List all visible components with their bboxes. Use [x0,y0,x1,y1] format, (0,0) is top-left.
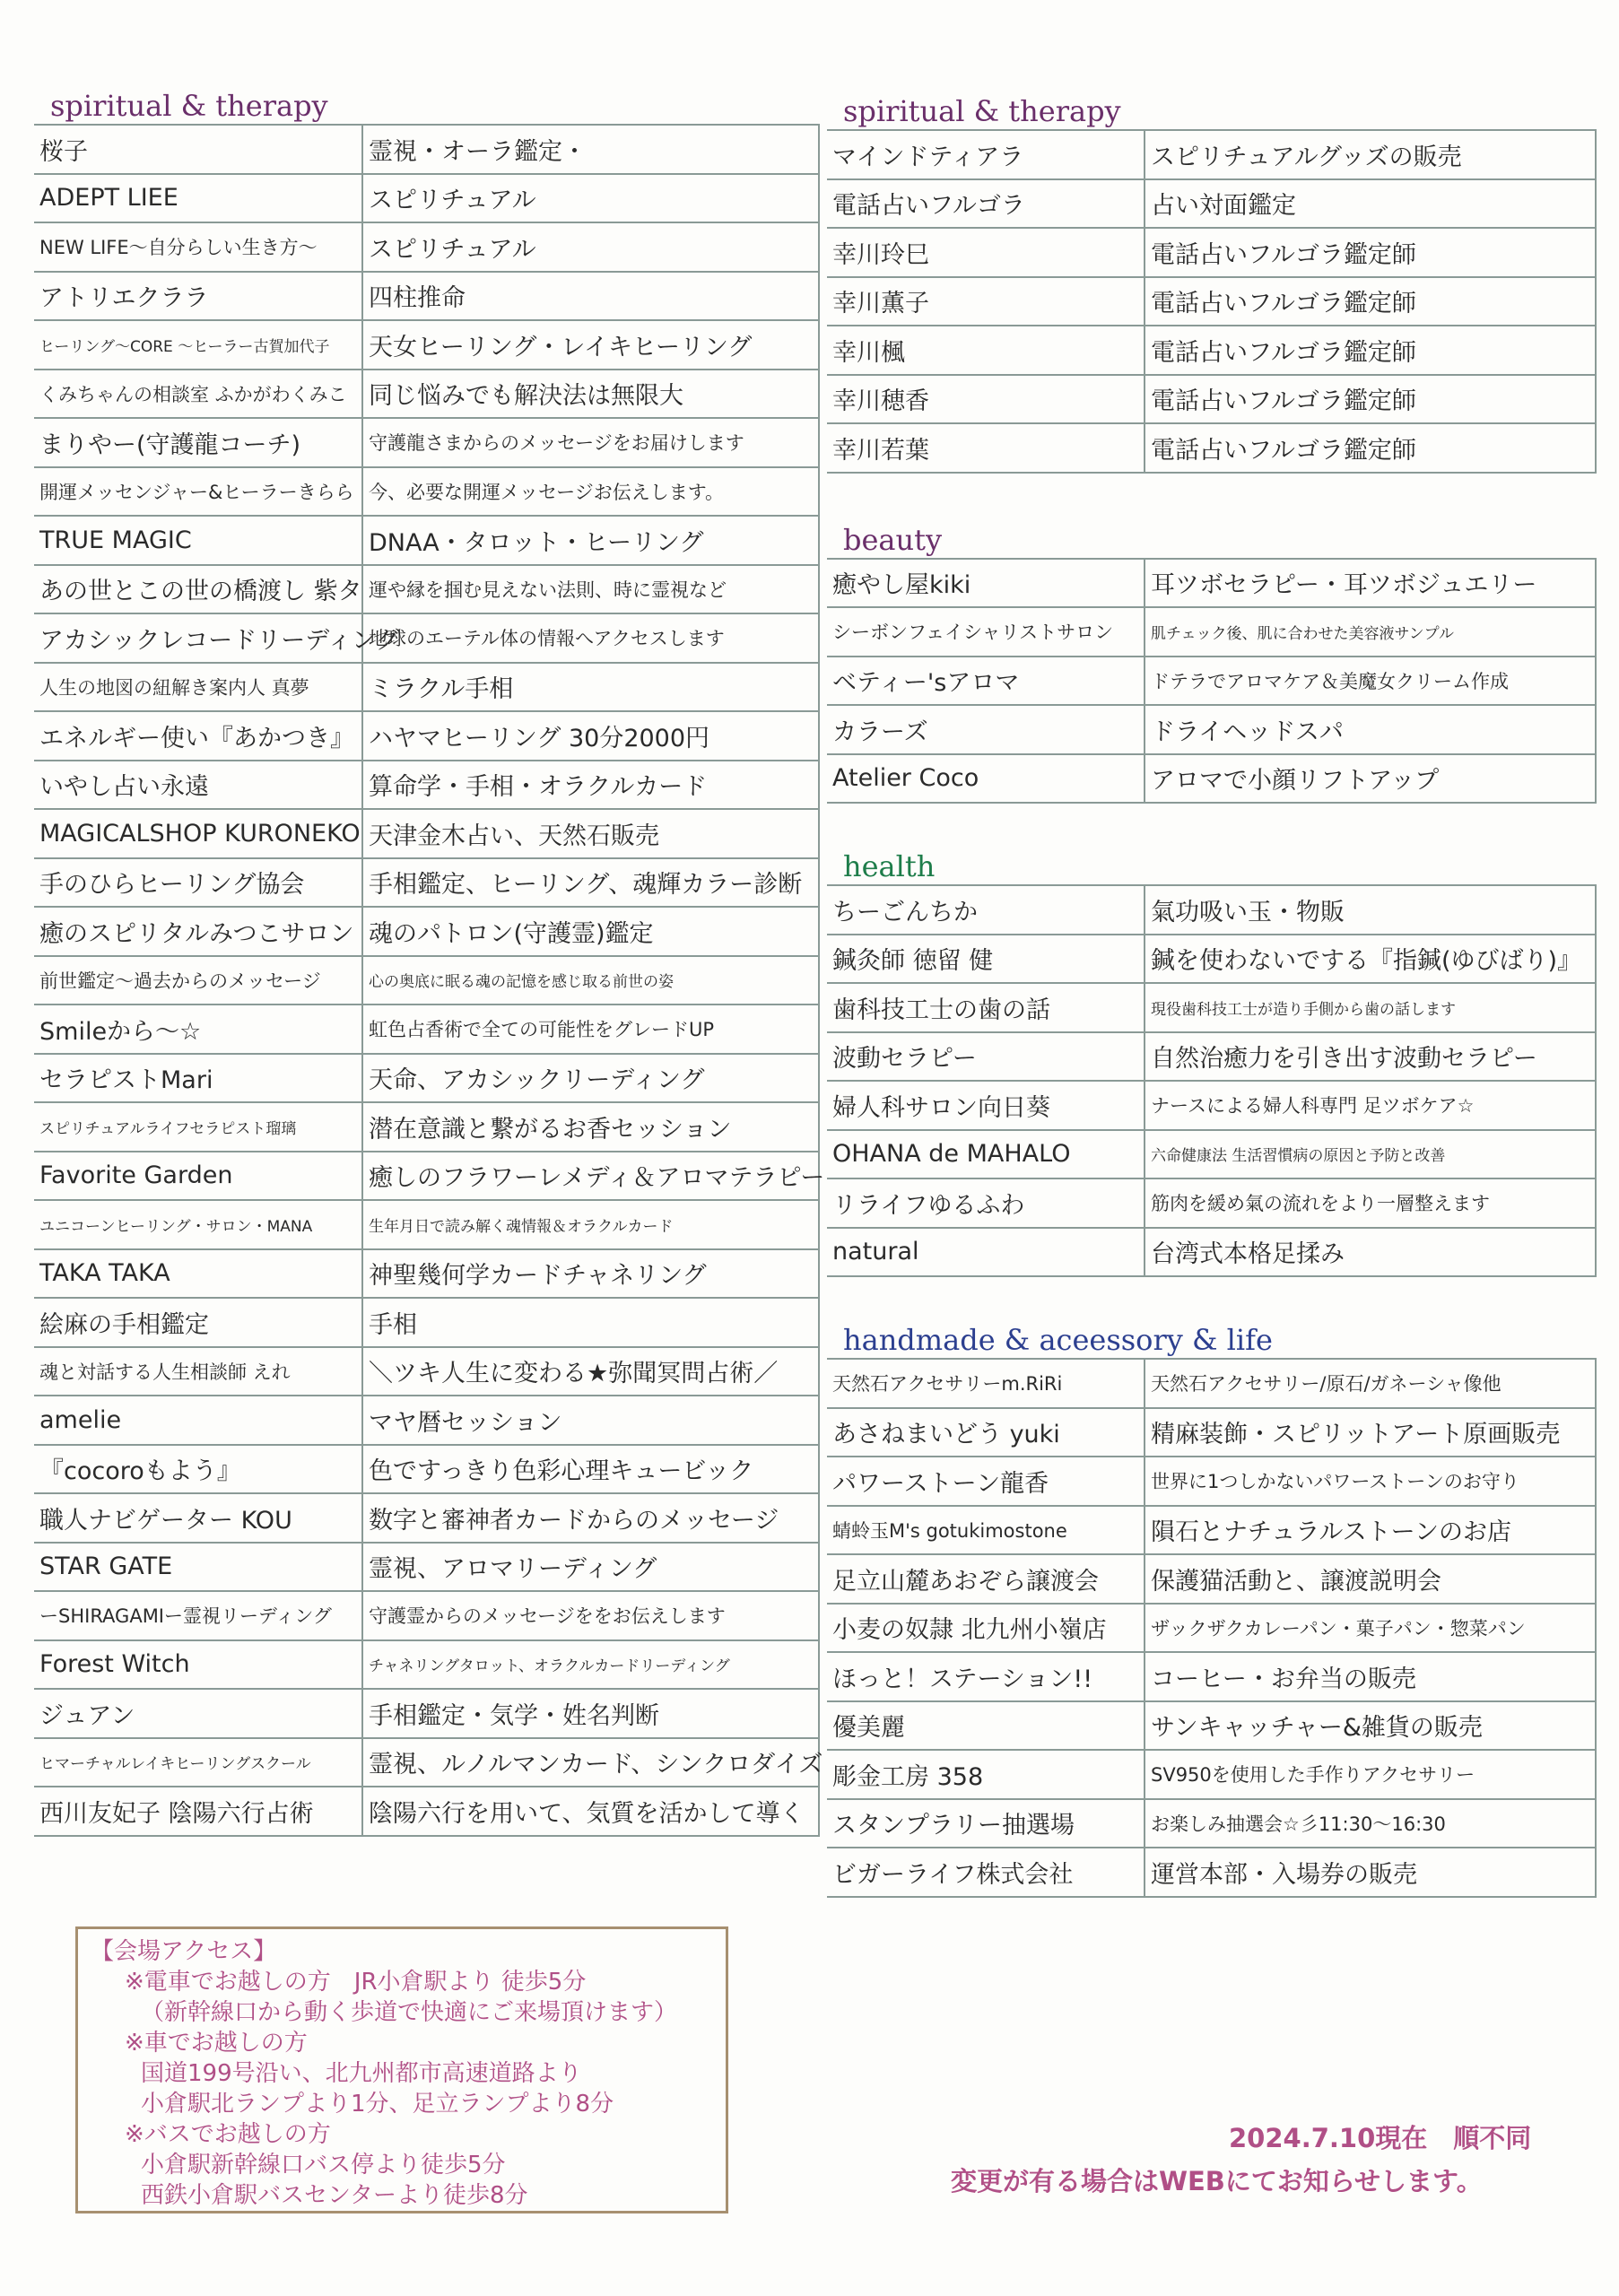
vendor-name: ADEPT LIEE [34,174,362,223]
table-row [34,1004,819,1054]
table-row [827,1652,1596,1701]
table-row [34,1640,819,1690]
table-row [34,1347,819,1396]
table-row [827,1408,1596,1457]
vendor-description: 電話占いフルゴラ鑑定師 [1145,326,1596,375]
vendor-description: 六命健康法 生活習慣病の原因と予防と改善 [1145,1130,1596,1179]
vendor-name: ちーごんちか [827,885,1145,935]
table-row [34,125,819,174]
table-row [827,277,1596,326]
vendor-name: 人生の地図の紐解き案内人 真夢 [34,663,362,712]
vendor-description: 生年月日で読み解く魂情報＆オラクルカード [362,1200,819,1249]
vendor-name: natural [827,1228,1145,1277]
vendor-name: シーボンフェイシャリストサロン [827,607,1145,657]
vendor-name: リライフゆるふわ [827,1178,1145,1228]
vendor-name: 幸川玲巳 [827,228,1145,277]
vendor-description: 潜在意識と繋がるお香セッション [362,1102,819,1152]
access-line: ※バスでお越しの方 [125,2121,331,2148]
vendor-name: MAGICALSHOP KURONEKO [34,809,362,858]
table-row [827,326,1596,375]
table-row [827,754,1596,804]
access-line: 国道199号沿い、北九州都市高速道路より [141,2060,582,2087]
vendor-description: ザックザクカレーパン・菓子パン・惣菜パン [1145,1604,1596,1653]
vendor-description: 自然治癒力を引き出す波動セラピー [1145,1032,1596,1082]
table-row [827,1701,1596,1751]
section-title-spiritual-left: spiritual & therapy [50,89,328,123]
table-row [34,1445,819,1494]
vendor-description: 天津金木占い、天然石販売 [362,809,819,858]
vendor-description: 神聖幾何学カードチャネリング [362,1249,819,1299]
table-row [827,1506,1596,1555]
access-line: ※車でお越しの方 [125,2030,308,2057]
vendor-name: 波動セラピー [827,1032,1145,1082]
vendor-description: 筋肉を緩め氣の流れをより一層整えます [1145,1178,1596,1228]
table-row [34,320,819,370]
access-line: 西鉄小倉駅バスセンターより徒歩8分 [141,2182,528,2209]
vendor-name: 蜻蛉玉M's gotukimostone [827,1506,1145,1555]
section-title-handmade: handmade & aceessory & life [843,1323,1273,1357]
vendor-name: あさねまいどう yuki [827,1408,1145,1457]
table-row [827,1032,1596,1082]
vendor-description: コーヒー・お弁当の販売 [1145,1652,1596,1701]
vendor-name: STAR GATE [34,1543,362,1592]
table-row [827,130,1596,179]
vendor-description: 算命学・手相・オラクルカード [362,761,819,810]
left-column [34,88,825,1837]
vendor-name: Smileから～☆ [34,1004,362,1054]
vendor-table-spiritual-left [34,124,825,1837]
vendor-name: 手のひらヒーリング協会 [34,858,362,908]
vendor-description: 耳ツボセラピー・耳ツボジュエリー [1145,559,1596,608]
table-row [34,761,819,810]
vendor-description: 現役歯科技工士が造り手側から歯の話します [1145,983,1596,1032]
table-row [34,1249,819,1299]
vendor-description: 霊視、ルノルマンカード、シンクロダイズ [362,1738,819,1787]
table-row [827,1130,1596,1179]
table-row [34,272,819,321]
vendor-name: 前世鑑定～過去からのメッセージ [34,956,362,1005]
table-row [34,858,819,908]
vendor-table-beauty [827,558,1597,804]
vendor-name: 癒のスピリタルみつこサロン [34,907,362,956]
vendor-description: 心の奥底に眠る魂の記憶を感じ取る前世の姿 [362,956,819,1005]
right-column [827,93,1597,1898]
vendor-description: 魂のパトロン(守護霊)鑑定 [362,907,819,956]
table-row [34,1689,819,1738]
vendor-description: 今、必要な開運メッセージお伝えします。 [362,467,819,517]
table-row [34,1738,819,1787]
vendor-description: ナースによる婦人科専門 足ツボケア☆ [1145,1081,1596,1130]
table-row [34,1200,819,1249]
table-row [827,1799,1596,1848]
date-note: 2024.7.10現在 順不同 [1229,2123,1532,2153]
vendor-description: スピリチュアル [362,222,819,272]
vendor-description: 電話占いフルゴラ鑑定師 [1145,423,1596,473]
vendor-name: アトリエクララ [34,272,362,321]
vendor-name: 幸川穂香 [827,375,1145,424]
table-row [827,1228,1596,1277]
table-row [34,663,819,712]
table-row [34,809,819,858]
table-row [34,711,819,761]
table-row [34,907,819,956]
table-row [827,1081,1596,1130]
section-title-spiritual-right: spiritual & therapy [843,94,1121,128]
vendor-name: 職人ナビゲーター KOU [34,1493,362,1543]
table-row [34,1787,819,1836]
access-line: 小倉駅北ランプより1分、足立ランプより8分 [141,2091,614,2118]
vendor-name: amelie [34,1396,362,1445]
vendor-description: 手相鑑定・気学・姓名判断 [362,1689,819,1738]
vendor-description: 守護龍さまからのメッセージをお届けします [362,418,819,467]
vendor-description: マヤ暦セッション [362,1396,819,1445]
vendor-description: 手相鑑定、ヒーリング、魂輝カラー診断 [362,858,819,908]
table-row [34,1396,819,1445]
vendor-name: セラピストMari [34,1054,362,1103]
vendor-name: パワーストーン龍香 [827,1457,1145,1506]
vendor-name: 歯科技工士の歯の話 [827,983,1145,1032]
table-row [827,607,1596,657]
vendor-description: 占い対面鑑定 [1145,179,1596,229]
vendor-description: 手相 [362,1298,819,1347]
access-line: ※電車でお越しの方 JR小倉駅より 徒歩5分 [125,1969,587,1996]
vendor-name: NEW LIFE～自分らしい生き方～ [34,222,362,272]
table-row [34,1543,819,1592]
table-row [34,1493,819,1543]
vendor-name: 電話占いフルゴラ [827,179,1145,229]
vendor-description: サンキャッチャー&雑貨の販売 [1145,1701,1596,1751]
vendor-description: 色ですっきり色彩心理キュービック [362,1445,819,1494]
venue-access-box [75,1926,728,2213]
vendor-name: 優美麗 [827,1701,1145,1751]
vendor-name: 彫金工房 358 [827,1750,1145,1799]
vendor-name: 天然石アクセサリーm.RiRi [827,1359,1145,1408]
vendor-name: ベティー'sアロマ [827,657,1145,706]
vendor-name: ジュアン [34,1689,362,1738]
vendor-description: ドテラでアロマケア＆美魔女クリーム作成 [1145,657,1596,706]
table-row [34,1054,819,1103]
vendor-name: エネルギー使い『あかつき』 [34,711,362,761]
vendor-description: ミラクル手相 [362,663,819,712]
table-row [827,423,1596,473]
vendor-name: まりやー(守護龍コーチ) [34,418,362,467]
table-row [827,705,1596,754]
vendor-name: ほっと！ステーション!! [827,1652,1145,1701]
table-row [827,375,1596,424]
table-row [827,1178,1596,1228]
vendor-description: アロマで小顔リフトアップ [1145,754,1596,804]
table-row [827,559,1596,608]
vendor-description: 霊視・オーラ鑑定・ [362,125,819,174]
vendor-name: アカシックレコードリーディング [34,613,362,663]
vendor-name: 小麦の奴隷 北九州小嶺店 [827,1604,1145,1653]
vendor-name: Atelier Coco [827,754,1145,804]
vendor-description: 隕石とナチュラルストーンのお店 [1145,1506,1596,1555]
access-line: （新幹線口から動く歩道で快適にご来場頂けます） [141,1999,678,2026]
table-row [827,1750,1596,1799]
vendor-description: SV950を使用した手作りアクセサリー [1145,1750,1596,1799]
vendor-description: 電話占いフルゴラ鑑定師 [1145,228,1596,277]
table-row [827,885,1596,935]
vendor-table-handmade [827,1358,1597,1898]
vendor-description: スピリチュアルグッズの販売 [1145,130,1596,179]
vendor-name: あの世とこの世の橋渡し 紫タ [34,565,362,614]
table-row [827,1848,1596,1897]
vendor-description: 守護霊からのメッセージををお伝えします [362,1591,819,1640]
vendor-name: 幸川楓 [827,326,1145,375]
vendor-description: 四柱推命 [362,272,819,321]
vendor-name: Forest Witch [34,1640,362,1690]
vendor-name: スタンプラリー抽選場 [827,1799,1145,1848]
vendor-name: 開運メッセンジャー&ヒーラーきらら [34,467,362,517]
vendor-name: 桜子 [34,125,362,174]
table-row [34,222,819,272]
vendor-name: 絵麻の手相鑑定 [34,1298,362,1347]
table-row [827,179,1596,229]
vendor-description: 鍼を使わないでする『指鍼(ゆびばり)』 [1145,935,1596,984]
vendor-table-health [827,884,1597,1277]
section-title-health: health [843,849,936,883]
vendor-description: 氣功吸い玉・物販 [1145,885,1596,935]
table-row [34,565,819,614]
vendor-name: カラーズ [827,705,1145,754]
vendor-description: お楽しみ抽選会☆彡11:30～16:30 [1145,1799,1596,1848]
vendor-name: 鍼灸師 徳留 健 [827,935,1145,984]
vendor-description: ドライヘッドスパ [1145,705,1596,754]
vendor-description: 運営本部・入場券の販売 [1145,1848,1596,1897]
vendor-name: 幸川若葉 [827,423,1145,473]
vendor-description: 保護猫活動と、譲渡説明会 [1145,1554,1596,1604]
vendor-description: 霊視、アロマリーディング [362,1543,819,1592]
vendor-name: 幸川薫子 [827,277,1145,326]
vendor-name: 癒やし屋kiki [827,559,1145,608]
vendor-description: 肌チェック後、肌に合わせた美容液サンプル [1145,607,1596,657]
vendor-description: チャネリングタロット、オラクルカードリーディング [362,1640,819,1690]
vendor-description: 地球のエーテル体の情報へアクセスします [362,613,819,663]
table-row [827,1604,1596,1653]
vendor-description: 同じ悩みでも解決法は無限大 [362,370,819,419]
vendor-description: 天然石アクセサリー/原石/ガネーシャ像他 [1145,1359,1596,1408]
table-row [34,956,819,1005]
vendor-name: くみちゃんの相談室 ふかがわくみこ [34,370,362,419]
vendor-description: 電話占いフルゴラ鑑定師 [1145,375,1596,424]
access-title: 【会場アクセス】 [91,1938,277,1965]
vendor-description: 癒しのフラワーレメディ＆アロマテラピー [362,1152,819,1201]
vendor-name: ビガーライフ株式会社 [827,1848,1145,1897]
table-row [34,613,819,663]
vendor-name: 魂と対話する人生相談師 えれ [34,1347,362,1396]
vendor-name: 『cocoroもよう』 [34,1445,362,1494]
vendor-name: OHANA de MAHALO [827,1130,1145,1179]
table-row [827,983,1596,1032]
vendor-name: TAKA TAKA [34,1249,362,1299]
vendor-description: 天命、アカシックリーディング [362,1054,819,1103]
section-title-beauty: beauty [843,522,943,557]
table-row [34,516,819,565]
table-row [34,174,819,223]
vendor-name: Favorite Garden [34,1152,362,1201]
vendor-description: 台湾式本格足揉み [1145,1228,1596,1277]
vendor-name: いやし占い永遠 [34,761,362,810]
vendor-description: ハヤマヒーリング 30分2000円 [362,711,819,761]
table-row [827,1554,1596,1604]
table-row [827,935,1596,984]
table-row [34,1102,819,1152]
vendor-description: 電話占いフルゴラ鑑定師 [1145,277,1596,326]
vendor-table-spiritual-right [827,129,1597,474]
vendor-description: 虹色占香術で全ての可能性をグレードUP [362,1004,819,1054]
table-row [827,228,1596,277]
vendor-description: 天女ヒーリング・レイキヒーリング [362,320,819,370]
vendor-name: スピリチュアルライフセラピスト瑠璃 [34,1102,362,1152]
change-note: 変更が有る場合はWEBにてお知らせします。 [951,2166,1483,2196]
vendor-name: ーSHIRAGAMIー霊視リーディング [34,1591,362,1640]
vendor-description: ＼ツキ人生に変わる★弥聞冥問占術／ [362,1347,819,1396]
vendor-description: 陰陽六行を用いて、気質を活かして導く [362,1787,819,1836]
vendor-description: 運や縁を掴む見えない法則、時に霊視など [362,565,819,614]
table-row [827,657,1596,706]
vendor-name: 足立山麓あおぞら譲渡会 [827,1554,1145,1604]
vendor-description: スピリチュアル [362,174,819,223]
table-row [34,1152,819,1201]
table-row [34,1298,819,1347]
vendor-name: 西川友妃子 陰陽六行占術 [34,1787,362,1836]
vendor-description: 世界に1つしかないパワーストーンのお守り [1145,1457,1596,1506]
table-row [34,418,819,467]
table-row [34,370,819,419]
vendor-description: 数字と審神者カードからのメッセージ [362,1493,819,1543]
vendor-name: 婦人科サロン向日葵 [827,1081,1145,1130]
table-row [34,467,819,517]
vendor-name: ユニコーンヒーリング・サロン・MANA [34,1200,362,1249]
vendor-name: ヒマーチャルレイキヒーリングスクール [34,1738,362,1787]
vendor-name: マインドティアラ [827,130,1145,179]
table-row [827,1457,1596,1506]
vendor-name: ヒーリング～CORE ～ヒーラー古賀加代子 [34,320,362,370]
vendor-description: 精麻装飾・スピリットアート原画販売 [1145,1408,1596,1457]
table-row [827,1359,1596,1408]
vendor-name: TRUE MAGIC [34,516,362,565]
vendor-description: DNAA・タロット・ヒーリング [362,516,819,565]
table-row [34,1591,819,1640]
access-line: 小倉駅新幹線口バス停より徒歩5分 [141,2152,506,2179]
